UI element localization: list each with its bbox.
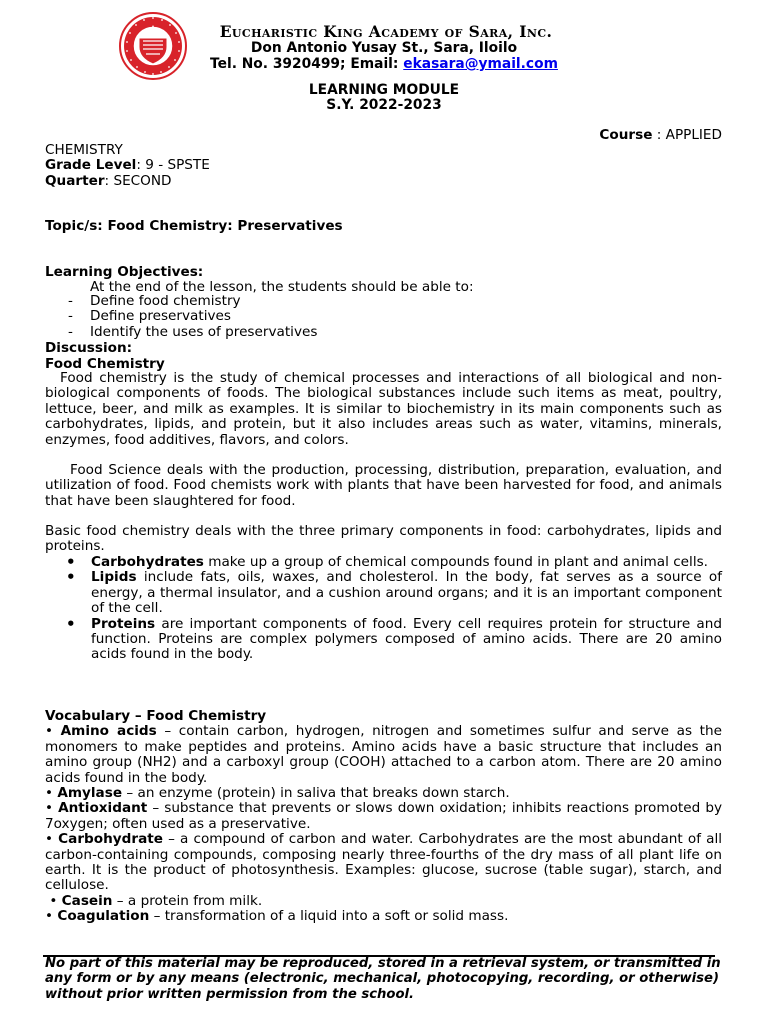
list-item	[45, 724, 722, 786]
vocab-term: Antioxidant	[58, 800, 148, 817]
vocab-term: Coagulation	[57, 908, 150, 925]
component-term: Carbohydrates	[91, 554, 204, 570]
list-item	[45, 555, 722, 570]
vocab-term: Carbohydrate	[58, 831, 163, 848]
paragraph-basic-components: Basic food chemistry deals with the three primary components in food: carbohydrates, lipids and proteins.	[45, 523, 722, 555]
objectives-intro: At the end of the lesson, the students should be able to:	[90, 279, 474, 295]
list-item	[45, 786, 722, 801]
bullet: •	[45, 908, 58, 925]
address-text: Don Antonio Yusay St., Sara, Iloilo	[250, 40, 518, 56]
module-title: LEARNING MODULE	[308, 82, 460, 98]
vocab-definition: – contain carbon, hydrogen, nitrogen and sometimes sulfur and serve as the monomers to make peptides and proteins. Amino acids have a basic structure that includes an amino group (NH2) and a carboxyl group (COOH) attached to a carbon atom. There are 20 amino acids found in the body.	[45, 723, 722, 786]
vocab-definition: – an enzyme (protein) in saliva that breaks down starch.	[122, 785, 510, 802]
vocabulary-section	[45, 709, 722, 925]
copyright-notice: No part of this material may be reproduced, stored in a retrieval system, or transmitted in any form or by any means (electronic, mechanical, photocopying, recording, or otherwise) without prior written permission from the school.	[45, 956, 721, 1002]
component-text: are important components of food. Every cell requires protein for structure and function. Proteins are complex polymers composed of amino acids. There are 20 amino acids found in the body.	[91, 615, 722, 663]
list-item	[45, 801, 722, 832]
vocab-definition: – transformation of a liquid into a soft or solid mass.	[149, 908, 509, 925]
list-item: - Define preservatives	[45, 309, 317, 324]
contact-text: Tel. No. 3920499; Email:	[210, 56, 404, 72]
paragraph-food-science: Food Science deals with the production, processing, distribution, preparation, evaluation, and utilization of food. Food chemists work with plants that have been harvested for food, and animals that have been slaughtered for food.	[45, 462, 722, 509]
list-item	[45, 894, 722, 909]
vocab-definition: – a protein from milk.	[112, 892, 263, 909]
vocab-term: Casein	[61, 892, 113, 909]
bullet: •	[45, 785, 58, 802]
food-chemistry-subheading: Food Chemistry	[45, 356, 165, 372]
bullet: •	[45, 723, 61, 740]
component-term: Proteins	[91, 615, 156, 632]
grade-label: Grade Level	[45, 157, 137, 173]
objectives-heading: Learning Objectives:	[45, 264, 204, 280]
quarter-label: Quarter	[45, 173, 105, 189]
grade-value: : 9 - SPSTE	[136, 157, 210, 173]
quarter-value: : SECOND	[104, 173, 172, 189]
grade-line	[45, 157, 210, 173]
contact-line	[0, 56, 768, 72]
course-label: Course	[599, 127, 653, 143]
components-list	[45, 555, 722, 663]
school-name: Eucharistic King Academy of Sara, Inc.	[219, 22, 553, 41]
bullet: •	[45, 831, 59, 848]
objectives-list	[45, 294, 317, 340]
component-text: include fats, oils, waxes, and cholesterol. In the body, fat serves as a source of energy, a thermal insulator, and a cushion around organs; and it is an important component of the cell.	[91, 569, 722, 617]
list-item: - Define food chemistry	[45, 294, 317, 309]
email-link[interactable]: ekasara@ymail.com	[403, 56, 558, 72]
course-value: : APPLIED	[652, 127, 722, 143]
component-term: Lipids	[91, 569, 137, 586]
list-item	[45, 832, 722, 894]
component-text: make up a group of chemical compounds found in plant and animal cells.	[203, 554, 708, 570]
vocabulary-heading: Vocabulary – Food Chemistry	[45, 708, 267, 724]
school-year: S.Y. 2022-2023	[326, 97, 442, 113]
subject-line: CHEMISTRY	[45, 142, 123, 158]
course-line	[599, 127, 722, 143]
list-item	[45, 570, 722, 616]
bullet: •	[45, 892, 62, 909]
topic-line: Topic/s: Food Chemistry: Preservatives	[45, 218, 343, 234]
vocab-term: Amylase	[57, 785, 123, 802]
school-address	[0, 40, 768, 56]
list-item	[45, 909, 722, 924]
vocab-definition: – a compound of carbon and water. Carbohydrates are the most abundant of all carbon-containing compounds, composing nearly three-fourths of the dry mass of all plant life on earth. It is the product of photosynthesis. Examples: glucose, sucrose (table sugar), starch, and cellulose.	[45, 831, 722, 894]
bullet: •	[45, 800, 59, 817]
paragraph-food-chemistry: Food chemistry is the study of chemical processes and interactions of all biological and non-biological components of foods. The biological substances include such items as meat, poultry, lettuce, beer, and milk as examples. It is similar to biochemistry in its main components such as carbohydrates, lipids, and protein, but it also includes areas such as water, vitamins, minerals, enzymes, food additives, flavors, and colors.	[45, 370, 722, 448]
list-item: - Identify the uses of preservatives	[45, 325, 317, 340]
quarter-line	[45, 173, 172, 189]
vocab-term: Amino acids	[60, 723, 157, 740]
vocab-definition: – substance that prevents or slows down oxidation; inhibits reactions promoted by 7oxygen; often used as a preservative.	[45, 800, 722, 832]
list-item	[45, 617, 722, 663]
discussion-heading: Discussion:	[45, 340, 133, 356]
